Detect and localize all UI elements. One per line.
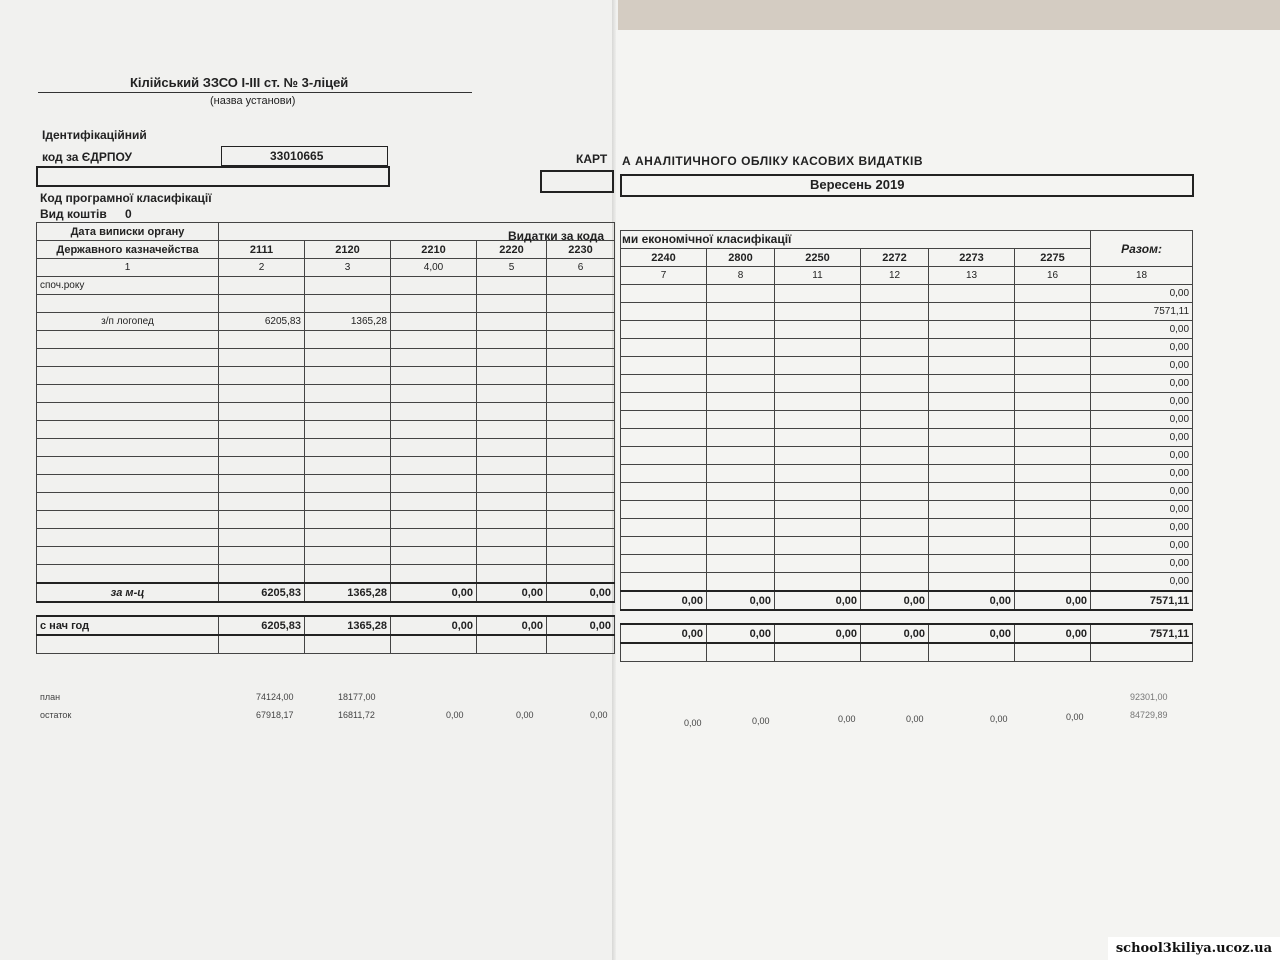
funds-value: 0	[125, 207, 132, 221]
code-2210: 2210	[391, 241, 477, 259]
edrpou-label: код за ЄДРПОУ	[42, 150, 132, 164]
year-total-2275: 0,00	[1015, 624, 1091, 643]
month-total-2111: 6205,83	[219, 583, 305, 602]
id-label: Ідентифікаційний	[42, 128, 147, 142]
rest-2220: 0,00	[516, 710, 534, 720]
rest-2275: 0,00	[1066, 712, 1084, 722]
year-total-2272: 0,00	[861, 624, 929, 643]
total-header: Разом:	[1091, 231, 1193, 267]
year-total-2210: 0,00	[391, 616, 477, 635]
col-num-12: 12	[861, 267, 929, 285]
rest-2800: 0,00	[752, 716, 770, 726]
row-total: 0,00	[1091, 357, 1193, 375]
rest-2273: 0,00	[990, 714, 1008, 724]
institution-caption: (назва установи)	[210, 95, 296, 107]
rest-2240: 0,00	[684, 718, 702, 728]
code-2220: 2220	[477, 241, 547, 259]
row-total: 0,00	[1091, 375, 1193, 393]
col-num-18: 18	[1091, 267, 1193, 285]
title-left: КАРТ	[576, 152, 608, 166]
col-num-1: 1	[37, 259, 219, 277]
row-total: 0,00	[1091, 555, 1193, 573]
month-total-2230: 0,00	[547, 583, 615, 602]
year-total-2273: 0,00	[929, 624, 1015, 643]
row-total: 0,00	[1091, 447, 1193, 465]
code-2275: 2275	[1015, 249, 1091, 267]
code-2230: 2230	[547, 241, 615, 259]
code-2111: 2111	[219, 241, 305, 259]
code-2120: 2120	[305, 241, 391, 259]
rest-label: остаток	[40, 710, 72, 720]
program-label: Код програмної класифікації	[40, 191, 212, 205]
col-num-8: 8	[707, 267, 775, 285]
rest-2210: 0,00	[446, 710, 464, 720]
plan-2111: 74124,00	[256, 692, 294, 702]
plan-label: план	[40, 692, 61, 702]
edrpou-blank-box	[36, 166, 390, 187]
month-value: Вересень 2019	[810, 177, 905, 192]
plan-2120: 18177,00	[338, 692, 376, 702]
expenses-header-left: Видатки за кода	[508, 229, 605, 243]
year-total-2220: 0,00	[477, 616, 547, 635]
row-total: 0,00	[1091, 339, 1193, 357]
col-num-13: 13	[929, 267, 1015, 285]
start-of-year-label: споч.року	[37, 277, 219, 295]
col-num-6: 6	[547, 259, 615, 277]
col-num-11: 11	[775, 267, 861, 285]
rest-total: 84729,89	[1130, 710, 1168, 720]
date-header-2: Державного казначейства	[37, 241, 219, 259]
year-total-2120: 1365,28	[305, 616, 391, 635]
row-total: 0,00	[1091, 483, 1193, 501]
row-total: 0,00	[1091, 465, 1193, 483]
rest-2120: 16811,72	[338, 710, 375, 720]
month-total-label: за м-ц	[37, 583, 219, 602]
month-total-2240: 0,00	[621, 591, 707, 610]
logoped-2120: 1365,28	[305, 313, 391, 331]
year-total-label: с нач год	[37, 616, 219, 635]
edrpou-value: 33010665	[270, 149, 324, 163]
year-total-2111: 6205,83	[219, 616, 305, 635]
month-total-2275: 0,00	[1015, 591, 1091, 610]
year-total-sum: 7571,11	[1091, 624, 1193, 643]
row-total: 0,00	[1091, 285, 1193, 303]
rest-2111: 67918,17	[256, 710, 294, 720]
year-total-2800: 0,00	[707, 624, 775, 643]
funds-label: Вид коштів	[40, 207, 107, 221]
row-total: 0,00	[1091, 501, 1193, 519]
right-table	[620, 230, 1193, 662]
rest-2272: 0,00	[906, 714, 924, 724]
row-total: 0,00	[1091, 411, 1193, 429]
row-total: 0,00	[1091, 573, 1193, 592]
col-num-2: 2	[219, 259, 305, 277]
year-total-2250: 0,00	[775, 624, 861, 643]
code-2272: 2272	[861, 249, 929, 267]
month-total-sum: 7571,11	[1091, 591, 1193, 610]
rest-2250: 0,00	[838, 714, 856, 724]
title-right: А АНАЛІТИЧНОГО ОБЛІКУ КАСОВИХ ВИДАТКІВ	[622, 154, 924, 168]
month-total-2800: 0,00	[707, 591, 775, 610]
col-num-5: 5	[477, 259, 547, 277]
code-2800: 2800	[707, 249, 775, 267]
month-total-2210: 0,00	[391, 583, 477, 602]
institution-name: Кілійський ЗЗСО І-ІІІ ст. № 3-ліцей	[130, 75, 349, 90]
watermark: school3kiliya.ucoz.ua	[1108, 937, 1280, 960]
month-total-2273: 0,00	[929, 591, 1015, 610]
col-num-4: 4,00	[391, 259, 477, 277]
month-box-right	[620, 174, 1194, 197]
row-total: 0,00	[1091, 537, 1193, 555]
row-total: 7571,11	[1091, 303, 1193, 321]
code-2250: 2250	[775, 249, 861, 267]
col-num-7: 7	[621, 267, 707, 285]
row-total: 0,00	[1091, 519, 1193, 537]
left-table	[36, 222, 615, 654]
date-header-1: Дата виписки органу	[37, 223, 219, 241]
month-box-left	[540, 170, 614, 193]
year-total-2230: 0,00	[547, 616, 615, 635]
logoped-label: з/п логопед	[37, 313, 219, 331]
month-total-2272: 0,00	[861, 591, 929, 610]
row-total: 0,00	[1091, 321, 1193, 339]
month-total-2250: 0,00	[775, 591, 861, 610]
year-total-2240: 0,00	[621, 624, 707, 643]
month-total-2120: 1365,28	[305, 583, 391, 602]
rest-2230: 0,00	[590, 710, 608, 720]
row-total: 0,00	[1091, 429, 1193, 447]
col-num-16: 16	[1015, 267, 1091, 285]
row-total: 0,00	[1091, 393, 1193, 411]
code-2240: 2240	[621, 249, 707, 267]
month-total-2220: 0,00	[477, 583, 547, 602]
code-2273: 2273	[929, 249, 1015, 267]
expenses-header-right: ми економічної класифікації	[622, 232, 792, 246]
col-num-3: 3	[305, 259, 391, 277]
plan-total: 92301,00	[1130, 692, 1168, 702]
logoped-2111: 6205,83	[219, 313, 305, 331]
